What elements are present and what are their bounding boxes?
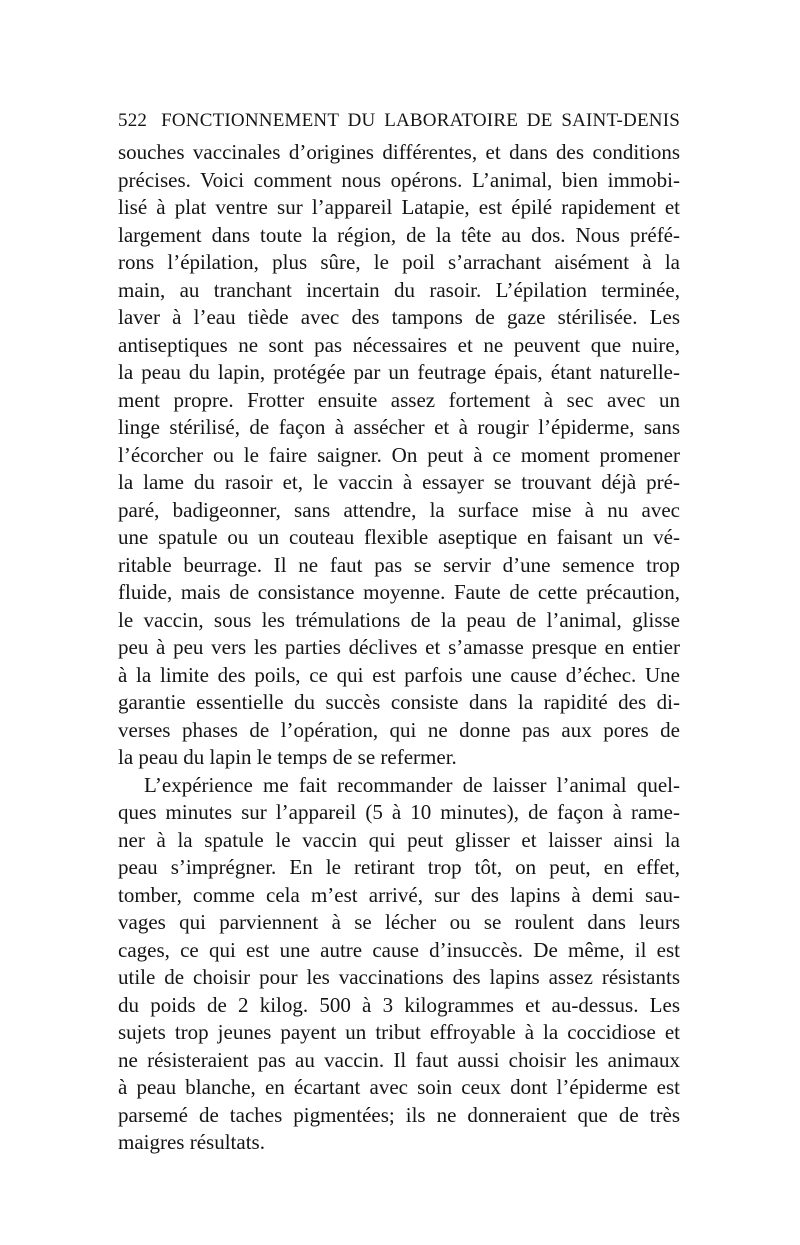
text-line: la peau du lapin, protégée par un feutrage épais, étant naturelle- [118, 360, 680, 384]
text-line: une spatule ou un couteau flexible aseptique en faisant un vé- [118, 525, 680, 549]
text-line: paré, badigeonner, sans attendre, la surface mise à nu avec [118, 497, 680, 522]
text-line: ment propre. Frotter ensuite assez fortement à sec avec un [118, 387, 680, 412]
text-line: l’écorcher ou le faire saigner. On peut à ce moment promener [118, 442, 680, 467]
text-line: le vaccin, sous les trémulations de la peau de l’animal, glisse [118, 607, 680, 632]
body-text [118, 139, 680, 1157]
text-line: tomber, comme cela m’est arrivé, sur des lapins à demi sau- [118, 882, 680, 907]
text-line: antiseptiques ne sont pas nécessaires et ne peuvent que nuire, [118, 332, 680, 357]
text-line: lisé à plat ventre sur l’appareil Latapie, est épilé rapidement et [118, 195, 680, 219]
text-line: rons l’épilation, plus sûre, le poil s’arrachant aisément à la [118, 250, 680, 274]
text-line: peau s’imprégner. En le retirant trop tôt, on peut, en effet, [118, 855, 680, 879]
text-line: ne résisteraient pas au vaccin. Il faut aussi choisir les animaux [118, 1047, 680, 1072]
text-line: la peau du lapin le temps de se refermer. [118, 745, 457, 769]
page-number: 522 [118, 110, 148, 131]
paragraph-1 [118, 139, 680, 772]
text-line: ner à la spatule le vaccin qui peut glisser et laisser ainsi la [118, 827, 680, 852]
text-line: utile de choisir pour les vaccinations des lapins assez résistants [118, 965, 680, 989]
running-title: FONCTIONNEMENT DU LABORATOIRE DE SAINT-DENIS [161, 110, 680, 131]
text-line: garantie essentielle du succès consiste dans la rapidité des di- [118, 690, 680, 714]
text-line: la lame du rasoir et, le vaccin à essayer se trouvant déjà pré- [118, 470, 680, 494]
text-line: laver à l’eau tiède avec des tampons de gaze stérilisée. Les [118, 305, 680, 329]
running-head [118, 109, 680, 133]
text-line: ritable beurrage. Il ne faut pas se servir d’une semence trop [118, 552, 680, 577]
text-line: souches vaccinales d’origines différentes, et dans des conditions [118, 140, 680, 164]
text-line: L’expérience me fait recommander de laisser l’animal quel- [144, 772, 680, 797]
text-line: parsemé de taches pigmentées; ils ne donneraient que de très [118, 1102, 680, 1127]
text-line: linge stérilisé, de façon à assécher et à rougir l’épiderme, sans [118, 415, 680, 439]
text-line: ques minutes sur l’appareil (5 à 10 minutes), de façon à rame- [118, 800, 680, 824]
text-line: vages qui parviennent à se lécher ou se roulent dans leurs [118, 910, 680, 934]
text-line: fluide, mais de consistance moyenne. Faute de cette précaution, [118, 580, 680, 604]
text-line: du poids de 2 kilog. 500 à 3 kilogrammes et au-dessus. Les [118, 992, 680, 1017]
text-line: cages, ce qui est une autre cause d’insuccès. De même, il est [118, 937, 680, 962]
text-line: peu à peu vers les parties déclives et s’amasse presque en entier [118, 635, 680, 659]
text-line: verses phases de l’opération, qui ne donne pas aux pores de [118, 717, 680, 742]
text-line: sujets trop jeunes payent un tribut effroyable à la coccidiose et [118, 1020, 680, 1044]
text-line: maigres résultats. [118, 1130, 265, 1154]
text-line: main, au tranchant incertain du rasoir. L’épilation terminée, [118, 277, 680, 302]
paragraph-2 [118, 772, 680, 1157]
text-line: à la limite des poils, ce qui est parfois une cause d’échec. Une [118, 662, 680, 687]
text-line: à peau blanche, en écartant avec soin ceux dont l’épiderme est [118, 1075, 680, 1099]
text-line: précises. Voici comment nous opérons. L’animal, bien immobi- [118, 167, 680, 192]
text-line: largement dans toute la région, de la tête au dos. Nous préfé- [118, 222, 680, 247]
